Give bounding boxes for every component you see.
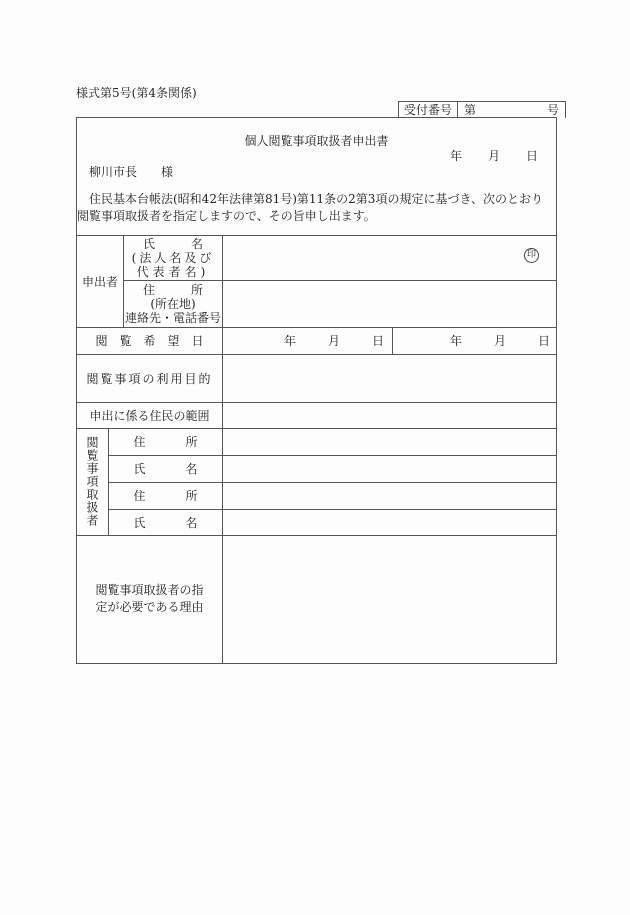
submission-date[interactable] (450, 147, 538, 164)
form-number: 様式第5号(第4条関係) (76, 86, 197, 100)
label-line: 閲覧事項取扱者の指 (95, 583, 204, 597)
viewing-date-from[interactable] (223, 327, 392, 354)
date-year: 年 (449, 149, 462, 163)
viewing-date-label: 閲 覧 希 望 日 (95, 334, 204, 348)
label-line: 連絡先・電話番号 (124, 310, 221, 325)
applicant-address-input[interactable] (223, 280, 556, 327)
date-year: 年 (283, 334, 296, 348)
label-char: 名 (185, 462, 198, 476)
viewing-date-to[interactable] (393, 327, 556, 354)
application-form (76, 117, 557, 664)
handler-address-input[interactable] (223, 428, 556, 455)
receipt-number-field[interactable] (458, 102, 565, 118)
receipt-prefix: 第 (464, 103, 477, 117)
purpose-label: 閲覧事項の利用目的 (86, 371, 213, 386)
receipt-number-box (398, 101, 566, 118)
date-year: 年 (449, 334, 462, 348)
addressee: 柳川市長 様 (89, 165, 174, 179)
statement-text: 住民基本台帳法(昭和42年法律第81号)第11条の2第3項の規定に基づき、次のとおり閲覧事項取扱者を指定しますので、その旨申し出ます。 (77, 192, 543, 223)
purpose-input[interactable] (223, 354, 556, 402)
date-day: 日 (371, 334, 384, 348)
handler-address-label (109, 428, 222, 455)
label-line: 定が必要である理由 (95, 600, 204, 614)
label-char: 名 (185, 515, 198, 530)
applicant-address-label (124, 280, 222, 327)
handler-name-input[interactable] (223, 455, 556, 482)
date-month: 月 (327, 334, 340, 348)
receipt-label: 受付番号 (399, 102, 458, 118)
label-char: 住 (133, 435, 146, 449)
label-line: (所在地) (150, 296, 196, 311)
scope-input[interactable] (223, 402, 556, 428)
date-month: 月 (493, 334, 506, 348)
date-month: 月 (487, 149, 500, 163)
label-line: 氏 名 (142, 236, 203, 251)
reason-input[interactable] (223, 535, 556, 663)
form-title: 個人閲覧事項取扱者申出書 (244, 134, 389, 148)
applicant-label: 申出者 (81, 274, 118, 289)
handler-name-input[interactable] (223, 509, 556, 535)
seal-icon: 印 (524, 248, 539, 263)
receipt-suffix: 号 (546, 103, 559, 117)
scope-label: 申出に係る住民の範囲 (89, 408, 210, 423)
label-line: 住 所 (142, 282, 203, 297)
label-line: 代表者名) (136, 264, 210, 279)
label-char: 住 (133, 489, 146, 503)
label-char: 所 (185, 435, 198, 449)
reason-label (77, 535, 222, 663)
applicant-name-label (124, 235, 222, 280)
label-char: 氏 (133, 462, 146, 476)
handler-address-label (109, 482, 222, 509)
label-line: (法人名及び (131, 250, 215, 265)
date-day: 日 (537, 334, 550, 348)
label-char: 氏 (133, 515, 146, 530)
handler-name-label (109, 509, 222, 535)
handler-address-input[interactable] (223, 482, 556, 509)
handler-group-label: 閲覧事項取扱者 (85, 436, 99, 527)
date-day: 日 (525, 149, 538, 163)
handler-name-label (109, 455, 222, 482)
label-char: 所 (185, 489, 198, 503)
applicant-name-input[interactable] (223, 235, 556, 280)
